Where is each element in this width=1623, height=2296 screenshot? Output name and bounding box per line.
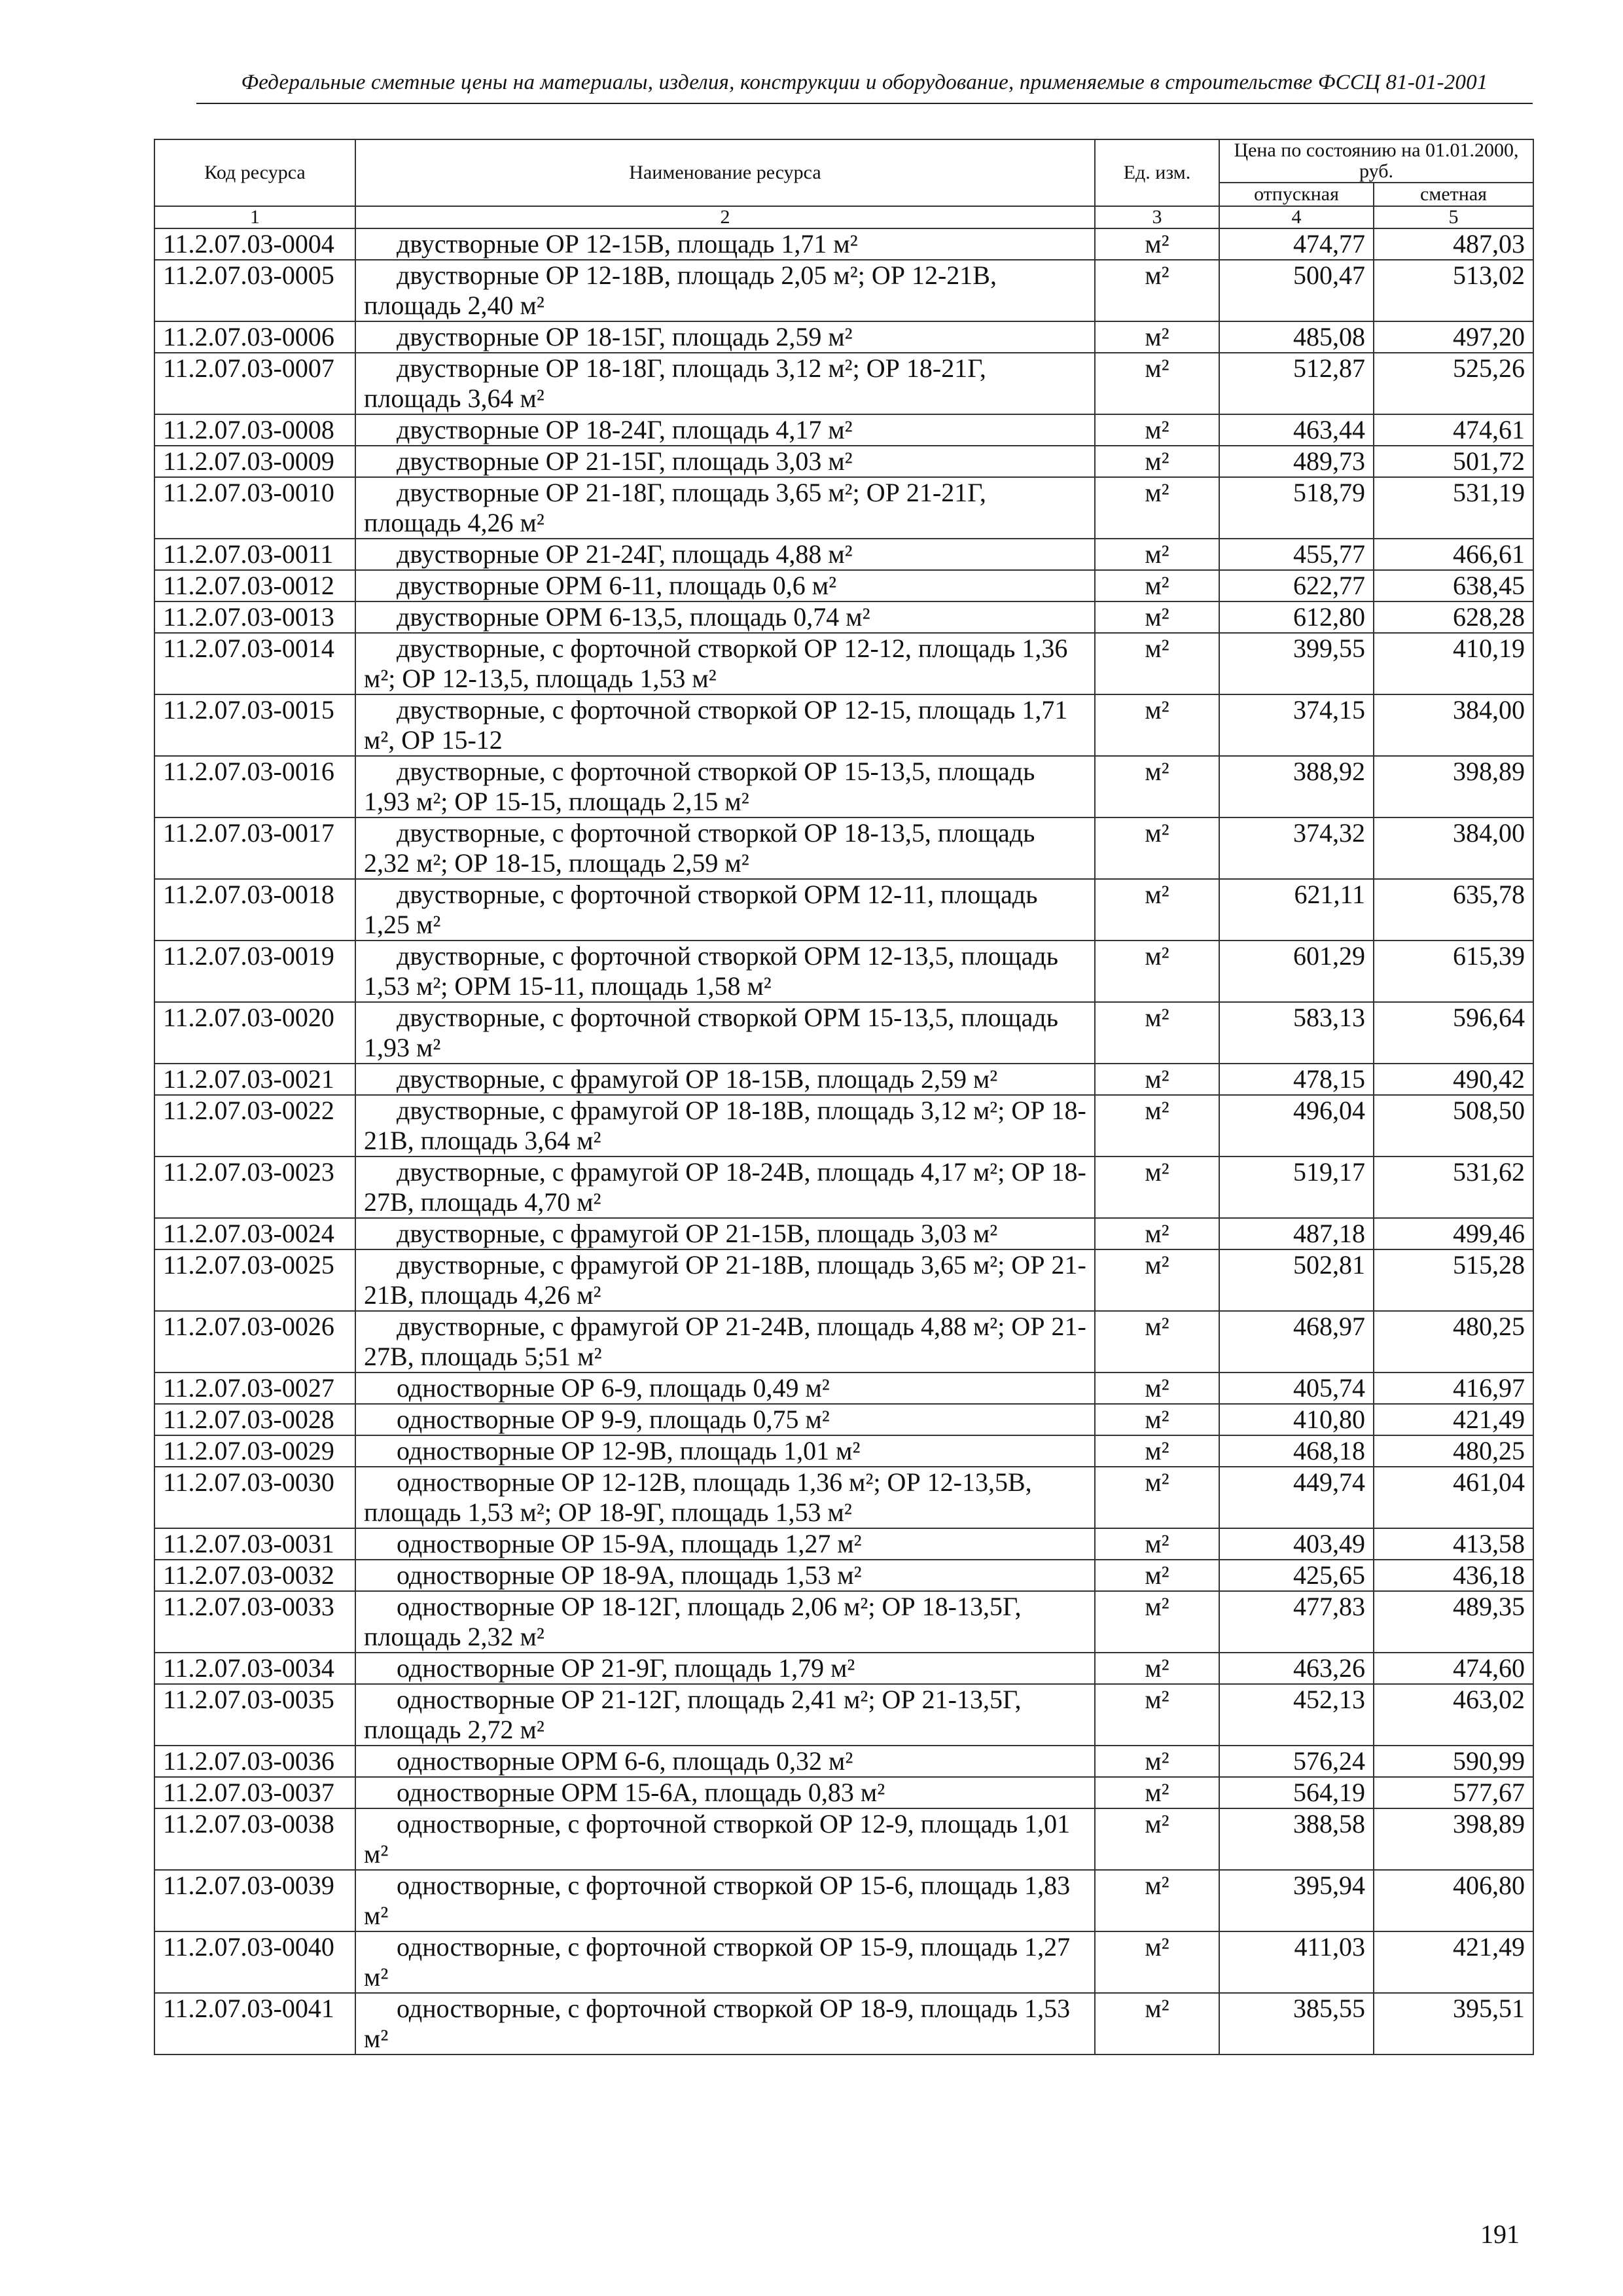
release-price: 518,79 [1219,477,1374,539]
estimate-price: 515,28 [1374,1249,1533,1311]
resource-name-text: одностворные ОР 12-9В, площадь 1,01 м² [397,1436,861,1465]
unit-cell: м² [1095,570,1219,601]
release-price: 374,32 [1219,817,1374,879]
table-row [154,633,1533,694]
release-price: 403,49 [1219,1528,1374,1560]
header-rule [196,103,1533,104]
table-row [154,1528,1533,1560]
unit-cell: м² [1095,446,1219,477]
table-header [154,139,1533,228]
column-number: 1 [154,206,355,228]
resource-code: 11.2.07.03-0016 [154,756,355,817]
resource-name [355,601,1095,633]
resource-name-text: двустворные, с фрамугой ОР 21-24В, площадь 4,88 м²; ОР 21- 27В, площадь 5;51 м² [364,1312,1086,1371]
estimate-price: 635,78 [1374,879,1533,941]
header-price: Цена по состоянию на 01.01.2000, руб. [1219,139,1533,183]
release-price: 449,74 [1219,1467,1374,1528]
unit-cell: м² [1095,1777,1219,1808]
release-price: 502,81 [1219,1249,1374,1311]
release-price: 395,94 [1219,1870,1374,1931]
release-price: 474,77 [1219,228,1374,260]
unit-cell: м² [1095,1157,1219,1218]
table-row [154,1808,1533,1870]
resource-code: 11.2.07.03-0026 [154,1311,355,1372]
resource-name-text: двустворные, с форточной створкой ОРМ 12-13,5, площадь 1,53 м²; ОРМ 15-11, площадь 1,58 м² [364,941,1058,1001]
resource-name-text: двустворные ОР 21-15Г, площадь 3,03 м² [397,446,853,476]
resource-name-text: двустворные ОР 18-24Г, площадь 4,17 м² [397,415,853,444]
release-price: 388,58 [1219,1808,1374,1870]
unit-cell: м² [1095,1591,1219,1653]
resource-name [355,1560,1095,1591]
table-row [154,817,1533,879]
resource-code: 11.2.07.03-0011 [154,539,355,570]
resource-code: 11.2.07.03-0014 [154,633,355,694]
unit-cell: м² [1095,601,1219,633]
unit-cell: м² [1095,260,1219,321]
table-row [154,321,1533,353]
resource-code: 11.2.07.03-0037 [154,1777,355,1808]
table-row [154,941,1533,1002]
resource-code: 11.2.07.03-0032 [154,1560,355,1591]
table-row [154,1404,1533,1435]
resource-name [355,633,1095,694]
resource-name [355,1249,1095,1311]
header-code: Код ресурса [154,139,355,206]
resource-name-text: двустворные, с фрамугой ОР 18-24В, площадь 4,17 м²; ОР 18- 27В, площадь 4,70 м² [364,1157,1086,1217]
release-price: 468,18 [1219,1435,1374,1467]
resource-code: 11.2.07.03-0021 [154,1064,355,1095]
table-row [154,1870,1533,1931]
resource-code: 11.2.07.03-0006 [154,321,355,353]
resource-code: 11.2.07.03-0025 [154,1249,355,1311]
unit-cell: м² [1095,1560,1219,1591]
resource-code: 11.2.07.03-0015 [154,694,355,756]
table-row [154,1467,1533,1528]
resource-name-text: двустворные ОР 18-18Г, площадь 3,12 м²; ОР 18-21Г, площадь 3,64 м² [364,353,986,413]
resource-name-text: одностворные ОР 9-9, площадь 0,75 м² [397,1405,830,1434]
release-price: 410,80 [1219,1404,1374,1435]
unit-cell: м² [1095,321,1219,353]
resource-name [355,1870,1095,1931]
unit-cell: м² [1095,539,1219,570]
resource-name-text: одностворные, с форточной створкой ОР 15-9, площадь 1,27 м² [364,1932,1071,1992]
resource-name [355,1095,1095,1157]
table-row [154,353,1533,414]
estimate-price: 384,00 [1374,694,1533,756]
resource-name [355,1467,1095,1528]
unit-cell: м² [1095,1467,1219,1528]
unit-cell: м² [1095,941,1219,1002]
resource-code: 11.2.07.03-0020 [154,1002,355,1064]
estimate-price: 410,19 [1374,633,1533,694]
resource-name-text: двустворные, с форточной створкой ОР 12-15, площадь 1,71 м², ОР 15-12 [364,695,1068,755]
resource-name [355,1746,1095,1777]
estimate-price: 384,00 [1374,817,1533,879]
resource-code: 11.2.07.03-0033 [154,1591,355,1653]
estimate-price: 497,20 [1374,321,1533,353]
resource-name-text: двустворные, с фрамугой ОР 18-15В, площадь 2,59 м² [397,1064,998,1094]
table-row [154,1653,1533,1684]
resource-code: 11.2.07.03-0010 [154,477,355,539]
release-price: 468,97 [1219,1311,1374,1372]
table-row [154,1311,1533,1372]
resource-code: 11.2.07.03-0041 [154,1993,355,2054]
table-row [154,414,1533,446]
table-row [154,756,1533,817]
estimate-price: 461,04 [1374,1467,1533,1528]
resource-code: 11.2.07.03-0028 [154,1404,355,1435]
table-row [154,477,1533,539]
unit-cell: м² [1095,1095,1219,1157]
resource-name [355,817,1095,879]
estimate-price: 395,51 [1374,1993,1533,2054]
unit-cell: м² [1095,1684,1219,1746]
estimate-price: 474,60 [1374,1653,1533,1684]
resource-name-text: двустворные ОР 12-18В, площадь 2,05 м²; ОР 12-21В, площадь 2,40 м² [364,260,997,320]
unit-cell: м² [1095,1993,1219,2054]
resource-name-text: двустворные, с фрамугой ОР 21-18В, площадь 3,65 м²; ОР 21- 21В, площадь 4,26 м² [364,1250,1086,1310]
estimate-price: 416,97 [1374,1372,1533,1404]
release-price: 612,80 [1219,601,1374,633]
table-row [154,1931,1533,1993]
release-price: 455,77 [1219,539,1374,570]
header-estimate: сметная [1374,183,1533,206]
release-price: 411,03 [1219,1931,1374,1993]
page-number: 191 [1480,2219,1520,2249]
resource-name-text: двустворные ОР 21-18Г, площадь 3,65 м²; ОР 21-21Г, площадь 4,26 м² [364,478,986,537]
table-row [154,539,1533,570]
resource-name [355,1808,1095,1870]
resource-name-text: двустворные ОРМ 6-13,5, площадь 0,74 м² [397,602,870,632]
release-price: 519,17 [1219,1157,1374,1218]
table-row [154,1095,1533,1157]
resource-name [355,1372,1095,1404]
resource-code: 11.2.07.03-0040 [154,1931,355,1993]
unit-cell: м² [1095,1435,1219,1467]
running-header: Федеральные сметные цены на материалы, изделия, конструкции и оборудование, применяемые в строительстве ФССЦ 81-01-2001 [241,71,1488,94]
resource-name-text: двустворные, с форточной створкой ОР 18-13,5, площадь 2,32 м²; ОР 18-15, площадь 2,59 м² [364,818,1035,878]
table-row [154,446,1533,477]
resource-name [355,1311,1095,1372]
unit-cell: м² [1095,353,1219,414]
resource-name [355,260,1095,321]
release-price: 463,26 [1219,1653,1374,1684]
resource-code: 11.2.07.03-0031 [154,1528,355,1560]
estimate-price: 463,02 [1374,1684,1533,1746]
resource-code: 11.2.07.03-0022 [154,1095,355,1157]
release-price: 583,13 [1219,1002,1374,1064]
table-row [154,1684,1533,1746]
resource-code: 11.2.07.03-0004 [154,228,355,260]
resource-name [355,1002,1095,1064]
resource-name [355,228,1095,260]
release-price: 477,83 [1219,1591,1374,1653]
table-row [154,694,1533,756]
table-row [154,1064,1533,1095]
table-row [154,260,1533,321]
resource-code: 11.2.07.03-0039 [154,1870,355,1931]
resource-code: 11.2.07.03-0035 [154,1684,355,1746]
unit-cell: м² [1095,633,1219,694]
resource-name [355,1528,1095,1560]
resource-name-text: двустворные, с форточной створкой ОР 12-12, площадь 1,36 м²; ОР 12-13,5, площадь 1,53 м² [364,634,1068,693]
estimate-price: 531,62 [1374,1157,1533,1218]
resource-name [355,1653,1095,1684]
table-body [154,228,1533,2054]
price-table [154,139,1534,2055]
release-price: 601,29 [1219,941,1374,1002]
resource-name [355,694,1095,756]
estimate-price: 406,80 [1374,1870,1533,1931]
estimate-price: 525,26 [1374,353,1533,414]
unit-cell: м² [1095,1311,1219,1372]
release-price: 621,11 [1219,879,1374,941]
header-unit: Ед. изм. [1095,139,1219,206]
resource-name-text: двустворные, с фрамугой ОР 18-18В, площадь 3,12 м²; ОР 18- 21В, площадь 3,64 м² [364,1096,1086,1155]
resource-name [355,1777,1095,1808]
resource-code: 11.2.07.03-0013 [154,601,355,633]
estimate-price: 480,25 [1374,1311,1533,1372]
estimate-price: 489,35 [1374,1591,1533,1653]
unit-cell: м² [1095,1808,1219,1870]
estimate-price: 577,67 [1374,1777,1533,1808]
unit-cell: м² [1095,1064,1219,1095]
release-price: 399,55 [1219,633,1374,694]
estimate-price: 421,49 [1374,1931,1533,1993]
resource-code: 11.2.07.03-0027 [154,1372,355,1404]
release-price: 487,18 [1219,1218,1374,1249]
resource-name-text: одностворные ОР 12-12В, площадь 1,36 м²; ОР 12-13,5В, площадь 1,53 м²; ОР 18-9Г, площадь 1,53 м² [364,1467,1032,1527]
table-row [154,1157,1533,1218]
release-price: 478,15 [1219,1064,1374,1095]
table-row [154,1218,1533,1249]
header-name: Наименование ресурса [355,139,1095,206]
resource-name-text: двустворные, с форточной створкой ОРМ 15-13,5, площадь 1,93 м² [364,1003,1058,1062]
estimate-price: 590,99 [1374,1746,1533,1777]
table-row [154,1777,1533,1808]
table-row [154,1002,1533,1064]
resource-name-text: одностворные ОР 6-9, площадь 0,49 м² [397,1373,830,1403]
release-price: 500,47 [1219,260,1374,321]
unit-cell: м² [1095,1746,1219,1777]
resource-name [355,1591,1095,1653]
resource-name [355,879,1095,941]
unit-cell: м² [1095,756,1219,817]
resource-name [355,1993,1095,2054]
resource-name-text: двустворные ОР 21-24Г, площадь 4,88 м² [397,539,853,569]
unit-cell: м² [1095,1528,1219,1560]
resource-name [355,414,1095,446]
unit-cell: м² [1095,1372,1219,1404]
resource-code: 11.2.07.03-0019 [154,941,355,1002]
resource-name-text: одностворные ОРМ 6-6, площадь 0,32 м² [397,1746,853,1776]
release-price: 485,08 [1219,321,1374,353]
resource-name [355,1064,1095,1095]
resource-name-text: двустворные, с форточной створкой ОРМ 12-11, площадь 1,25 м² [364,880,1038,939]
resource-name [355,446,1095,477]
table-row [154,1249,1533,1311]
resource-name-text: двустворные, с фрамугой ОР 21-15В, площадь 3,03 м² [397,1219,998,1248]
resource-name-text: двустворные, с форточной створкой ОР 15-13,5, площадь 1,93 м²; ОР 15-15, площадь 2,15 м² [364,757,1035,816]
unit-cell: м² [1095,817,1219,879]
resource-name [355,1684,1095,1746]
resource-name-text: одностворные, с форточной створкой ОР 15-6, площадь 1,83 м² [364,1871,1071,1930]
column-number: 4 [1219,206,1374,228]
resource-code: 11.2.07.03-0007 [154,353,355,414]
resource-name-text: одностворные ОРМ 15-6А, площадь 0,83 м² [397,1778,885,1807]
resource-code: 11.2.07.03-0029 [154,1435,355,1467]
resource-name-text: одностворные ОР 18-12Г, площадь 2,06 м²; ОР 18-13,5Г, площадь 2,32 м² [364,1592,1022,1651]
resource-name [355,353,1095,414]
resource-code: 11.2.07.03-0038 [154,1808,355,1870]
release-price: 405,74 [1219,1372,1374,1404]
resource-code: 11.2.07.03-0008 [154,414,355,446]
unit-cell: м² [1095,694,1219,756]
resource-code: 11.2.07.03-0023 [154,1157,355,1218]
resource-name [355,1218,1095,1249]
estimate-price: 499,46 [1374,1218,1533,1249]
resource-name [355,539,1095,570]
estimate-price: 508,50 [1374,1095,1533,1157]
resource-name-text: двустворные ОР 18-15Г, площадь 2,59 м² [397,322,853,351]
resource-name-text: одностворные ОР 15-9А, площадь 1,27 м² [397,1529,862,1558]
release-price: 374,15 [1219,694,1374,756]
table-row [154,1435,1533,1467]
unit-cell: м² [1095,1931,1219,1993]
resource-code: 11.2.07.03-0018 [154,879,355,941]
resource-name [355,1931,1095,1993]
estimate-price: 466,61 [1374,539,1533,570]
estimate-price: 487,03 [1374,228,1533,260]
release-price: 564,19 [1219,1777,1374,1808]
resource-name-text: одностворные ОР 21-12Г, площадь 2,41 м²; ОР 21-13,5Г, площадь 2,72 м² [364,1685,1022,1744]
table-row [154,570,1533,601]
unit-cell: м² [1095,477,1219,539]
resource-name [355,321,1095,353]
unit-cell: м² [1095,1404,1219,1435]
release-price: 425,65 [1219,1560,1374,1591]
estimate-price: 436,18 [1374,1560,1533,1591]
resource-name-text: одностворные, с форточной створкой ОР 12-9, площадь 1,01 м² [364,1809,1071,1869]
table-row [154,1993,1533,2054]
unit-cell: м² [1095,414,1219,446]
resource-code: 11.2.07.03-0034 [154,1653,355,1684]
table-row [154,1560,1533,1591]
column-number: 2 [355,206,1095,228]
resource-name [355,570,1095,601]
table-row [154,1591,1533,1653]
resource-code: 11.2.07.03-0030 [154,1467,355,1528]
estimate-price: 490,42 [1374,1064,1533,1095]
resource-name [355,756,1095,817]
table-row [154,1746,1533,1777]
unit-cell: м² [1095,1002,1219,1064]
resource-name [355,477,1095,539]
resource-code: 11.2.07.03-0005 [154,260,355,321]
resource-name-text: двустворные ОРМ 6-11, площадь 0,6 м² [397,571,837,600]
table-row [154,601,1533,633]
estimate-price: 421,49 [1374,1404,1533,1435]
resource-code: 11.2.07.03-0012 [154,570,355,601]
table-row [154,228,1533,260]
release-price: 512,87 [1219,353,1374,414]
column-number: 3 [1095,206,1219,228]
estimate-price: 480,25 [1374,1435,1533,1467]
unit-cell: м² [1095,879,1219,941]
estimate-price: 513,02 [1374,260,1533,321]
estimate-price: 398,89 [1374,756,1533,817]
column-number: 5 [1374,206,1533,228]
resource-name-text: одностворные ОР 18-9А, площадь 1,53 м² [397,1560,862,1590]
resource-code: 11.2.07.03-0036 [154,1746,355,1777]
header-release: отпускная [1219,183,1374,206]
resource-name [355,1157,1095,1218]
unit-cell: м² [1095,1870,1219,1931]
resource-code: 11.2.07.03-0017 [154,817,355,879]
table-row [154,1372,1533,1404]
release-price: 463,44 [1219,414,1374,446]
estimate-price: 413,58 [1374,1528,1533,1560]
unit-cell: м² [1095,228,1219,260]
estimate-price: 501,72 [1374,446,1533,477]
estimate-price: 628,28 [1374,601,1533,633]
release-price: 452,13 [1219,1684,1374,1746]
release-price: 576,24 [1219,1746,1374,1777]
estimate-price: 638,45 [1374,570,1533,601]
resource-name-text: одностворные, с форточной створкой ОР 18-9, площадь 1,53 м² [364,1994,1071,2053]
resource-name [355,1435,1095,1467]
release-price: 496,04 [1219,1095,1374,1157]
resource-name [355,941,1095,1002]
resource-name [355,1404,1095,1435]
resource-name-text: двустворные ОР 12-15В, площадь 1,71 м² [397,229,858,259]
release-price: 622,77 [1219,570,1374,601]
release-price: 388,92 [1219,756,1374,817]
estimate-price: 398,89 [1374,1808,1533,1870]
resource-name-text: одностворные ОР 21-9Г, площадь 1,79 м² [397,1653,855,1683]
release-price: 489,73 [1219,446,1374,477]
release-price: 385,55 [1219,1993,1374,2054]
resource-code: 11.2.07.03-0024 [154,1218,355,1249]
resource-code: 11.2.07.03-0009 [154,446,355,477]
estimate-price: 474,61 [1374,414,1533,446]
unit-cell: м² [1095,1218,1219,1249]
estimate-price: 596,64 [1374,1002,1533,1064]
estimate-price: 615,39 [1374,941,1533,1002]
table-row [154,879,1533,941]
unit-cell: м² [1095,1653,1219,1684]
estimate-price: 531,19 [1374,477,1533,539]
unit-cell: м² [1095,1249,1219,1311]
